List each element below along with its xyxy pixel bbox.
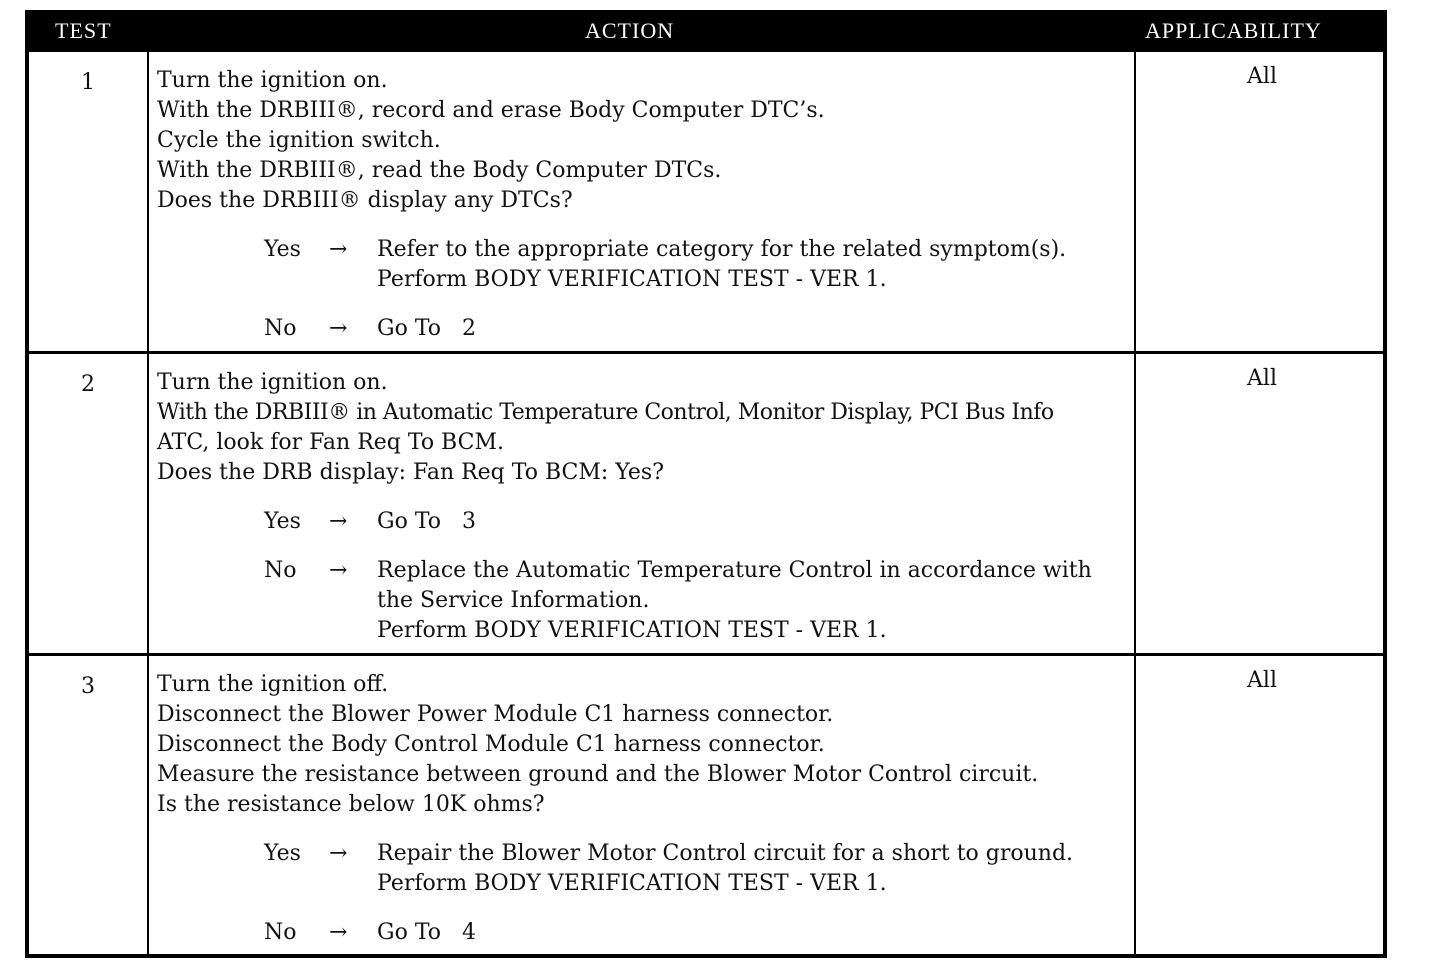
result-line: Repair the Blower Motor Control circuit for a short to ground. (377, 841, 1074, 866)
header-test: TEST (55, 18, 112, 43)
action-line: Disconnect the Blower Power Module C1 harness connector. (157, 702, 834, 727)
action-line: Is the resistance below 10K ohms? (157, 792, 545, 817)
result-line: Go To 4 (377, 920, 476, 945)
outcome-yes (157, 507, 1137, 537)
result-line: the Service Information. (377, 588, 650, 613)
result-line: Perform BODY VERIFICATION TEST - VER 1. (377, 871, 887, 896)
header-action: ACTION (585, 18, 675, 43)
outcome-result (377, 235, 1137, 295)
action-line: Cycle the ignition switch. (157, 128, 441, 153)
action-line: With the DRBIII®, record and erase Body Computer DTC’s. (157, 98, 825, 123)
outcome-result (377, 556, 1137, 646)
right-arrow-icon: → (329, 841, 348, 866)
result-line: Perform BODY VERIFICATION TEST - VER 1. (377, 267, 887, 292)
outcome-result (377, 314, 1137, 344)
outcome-result (377, 507, 1137, 537)
action-line: ATC, look for Fan Req To BCM. (157, 430, 504, 455)
applicability-value: All (1247, 366, 1277, 391)
test-number: 1 (81, 70, 95, 95)
outcome-label: No (264, 920, 297, 945)
outcome-result (377, 918, 1137, 948)
result-line: Replace the Automatic Temperature Control in accordance with (377, 558, 1092, 583)
right-arrow-icon: → (329, 316, 348, 341)
result-line: Refer to the appropriate category for the related symptom(s). (377, 237, 1067, 262)
outcome-yes (157, 839, 1137, 899)
applicability-value: All (1247, 668, 1277, 693)
right-arrow-icon: → (329, 509, 348, 534)
result-line: Go To 3 (377, 509, 476, 534)
test-row-2 (29, 354, 1383, 653)
test-number: 3 (81, 674, 95, 699)
outcome-label: Yes (264, 509, 301, 534)
action-line: With the DRBIII®, read the Body Computer DTCs. (157, 158, 722, 183)
test-row-3 (29, 656, 1383, 954)
test-row-1 (29, 52, 1383, 351)
outcome-label: No (264, 558, 297, 583)
action-line: Measure the resistance between ground and the Blower Motor Control circuit. (157, 762, 1039, 787)
right-arrow-icon: → (329, 237, 348, 262)
action-cell (157, 670, 1137, 948)
right-arrow-icon: → (329, 920, 348, 945)
outcome-result (377, 839, 1137, 899)
action-cell (157, 368, 1137, 646)
outcome-no (157, 918, 1137, 948)
outcome-label: Yes (264, 841, 301, 866)
action-line: Turn the ignition off. (157, 672, 389, 697)
action-line: Does the DRBIII® display any DTCs? (157, 188, 573, 213)
result-line: Perform BODY VERIFICATION TEST - VER 1. (377, 618, 887, 643)
action-cell (157, 66, 1137, 344)
header-applicability: APPLICABILITY (1145, 18, 1322, 43)
outcome-no (157, 556, 1137, 646)
result-line: Go To 2 (377, 316, 476, 341)
action-line: Turn the ignition on. (157, 370, 388, 395)
action-line: With the DRBIII® in Automatic Temperature Control, Monitor Display, PCI Bus Info (157, 400, 1054, 425)
outcome-yes (157, 235, 1137, 295)
action-line: Does the DRB display: Fan Req To BCM: Yes? (157, 460, 665, 485)
applicability-value: All (1247, 64, 1277, 89)
diagnostic-test-table (25, 10, 1387, 958)
action-line: Turn the ignition on. (157, 68, 388, 93)
right-arrow-icon: → (329, 558, 348, 583)
outcome-no (157, 314, 1137, 344)
outcome-label: No (264, 316, 297, 341)
action-line: Disconnect the Body Control Module C1 harness connector. (157, 732, 825, 757)
table-header (29, 14, 1383, 52)
test-number: 2 (81, 372, 95, 397)
outcome-label: Yes (264, 237, 301, 262)
